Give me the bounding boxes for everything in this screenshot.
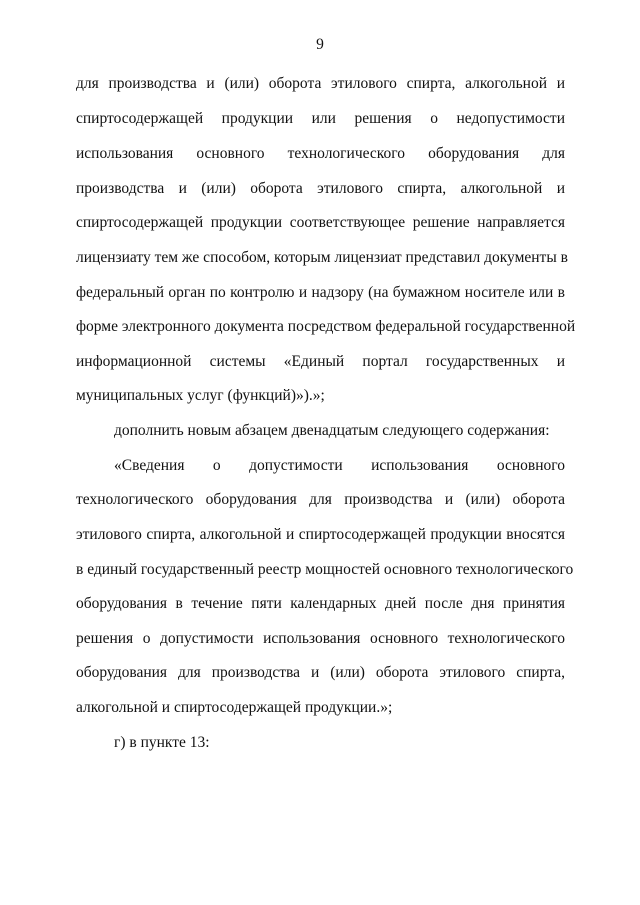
text-line: спиртосодержащей продукции или решения о недопустимости	[76, 110, 565, 127]
text-line: информационной системы «Единый портал государственных и	[76, 353, 565, 370]
text-line: технологического оборудования для производства и (или) оборота	[76, 491, 565, 508]
text-line: федеральный орган по контролю и надзору (на бумажном носителе или в	[76, 284, 565, 301]
text-line: муниципальных услуг (функций)»).»;	[76, 387, 325, 404]
text-line: г) в пункте 13:	[114, 734, 210, 751]
text-line: «Сведения о допустимости использования основного	[114, 457, 565, 474]
text-line: алкогольной и спиртосодержащей продукции.»;	[76, 699, 393, 716]
text-line: оборудования в течение пяти календарных дней после дня принятия	[76, 595, 565, 612]
text-line: использования основного технологического оборудования для	[76, 145, 565, 162]
text-line: оборудования для производства и (или) оборота этилового спирта,	[76, 664, 565, 681]
text-line: этилового спирта, алкогольной и спиртосодержащей продукции вносятся	[76, 526, 565, 543]
text-line: форме электронного документа посредством федеральной государственной	[76, 318, 576, 335]
text-line: производства и (или) оборота этилового спирта, алкогольной и	[76, 180, 565, 197]
text-line: для производства и (или) оборота этилового спирта, алкогольной и	[76, 75, 565, 92]
text-line: в единый государственный реестр мощностей основного технологического	[76, 561, 574, 578]
page-number: 9	[316, 36, 324, 53]
text-line: лицензиату тем же способом, которым лицензиат представил документы в	[76, 249, 568, 266]
text-line: спиртосодержащей продукции соответствующее решение направляется	[76, 214, 565, 231]
text-line: дополнить новым абзацем двенадцатым следующего содержания:	[114, 422, 550, 439]
text-line: решения о допустимости использования основного технологического	[76, 630, 565, 647]
